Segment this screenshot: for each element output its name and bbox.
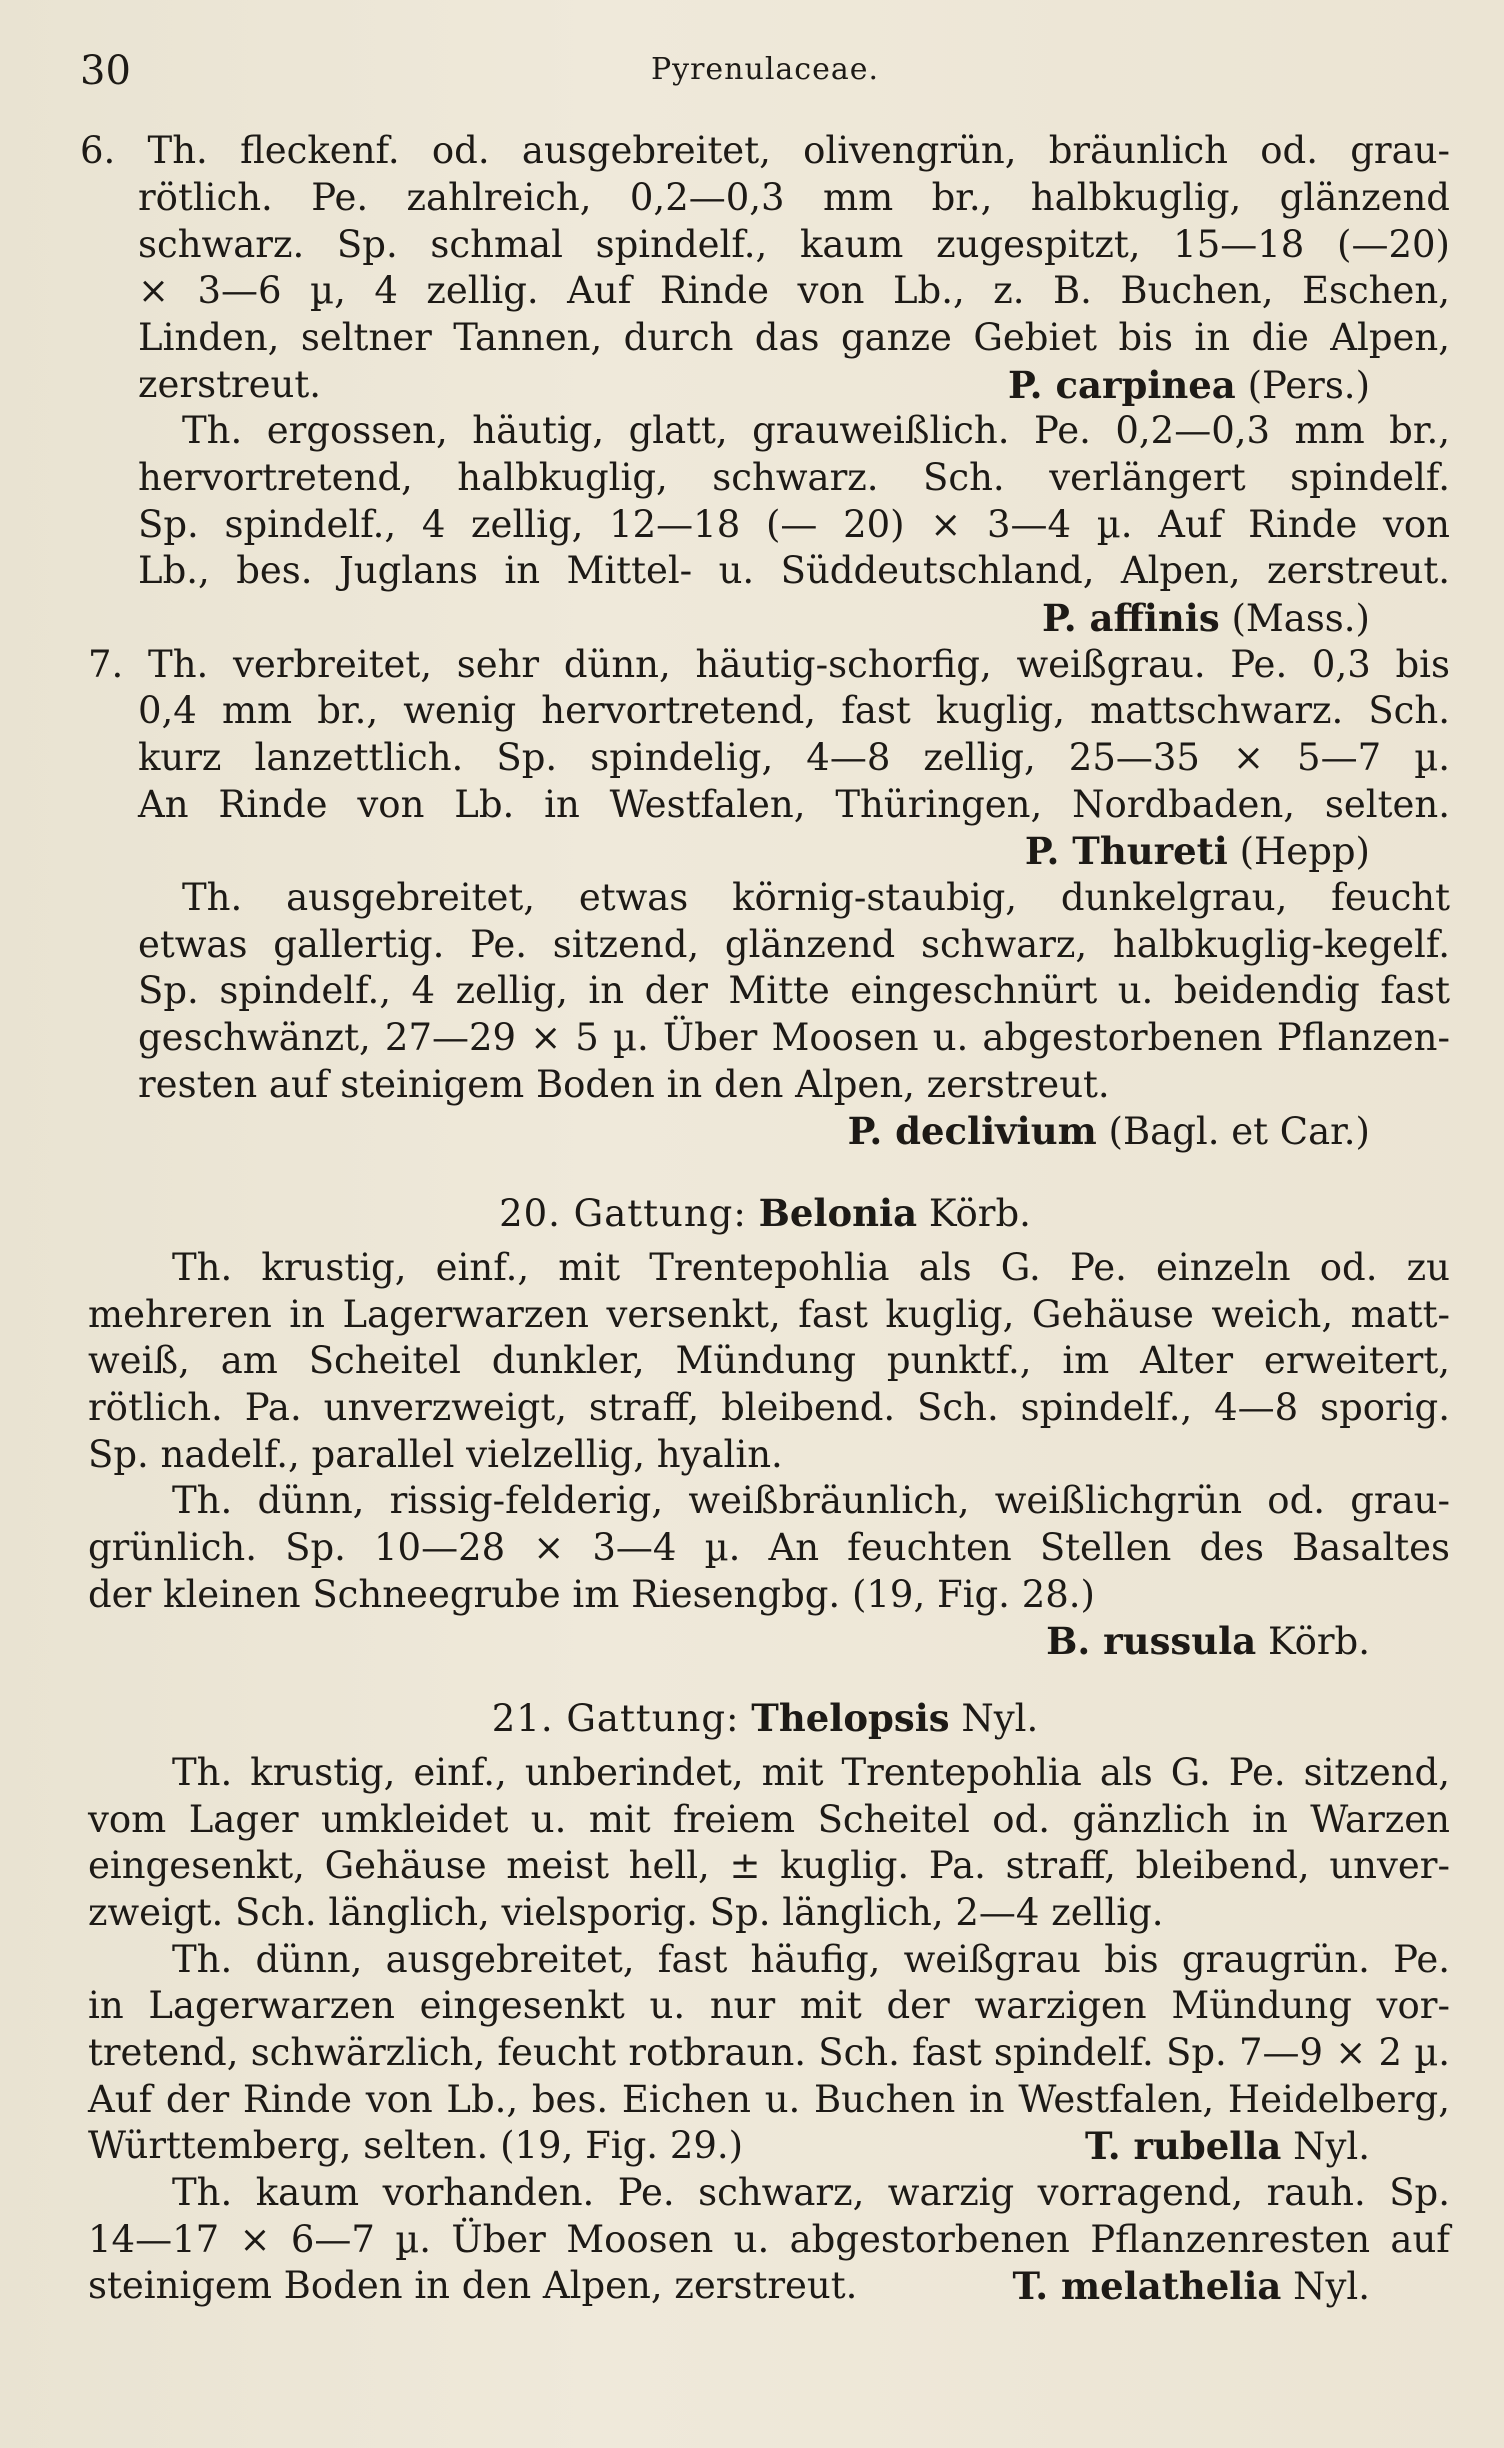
text-line: mehreren in Lagerwarzen versenkt, fast kuglig, Gehäuse weich, matt- bbox=[88, 1293, 1450, 1336]
text-line: 0,4 mm br., wenig hervortretend, fast kuglig, mattschwarz. Sch. bbox=[138, 689, 1450, 732]
species-name-line bbox=[800, 595, 1370, 641]
species-name: T. melathelia bbox=[1012, 2264, 1282, 2308]
text-line: × 3—6 µ, 4 zellig. Auf Rinde von Lb., z. B. Buchen, Eschen, bbox=[138, 269, 1450, 312]
genus-heading bbox=[80, 1695, 1450, 1741]
text-line: Lb., bes. Juglans in Mittel- u. Süddeutschland, Alpen, zerstreut. bbox=[138, 549, 1450, 592]
text-line: resten auf steinigem Boden in den Alpen, zerstreut. bbox=[138, 1063, 1110, 1106]
species-name: P. Thureti bbox=[1024, 829, 1228, 873]
text-line: hervortretend, halbkuglig, schwarz. Sch. verlängert spindelf. bbox=[138, 456, 1450, 499]
species-author: (Mass.) bbox=[1231, 597, 1370, 640]
text-line: tretend, schwärzlich, feucht rotbraun. Sch. fast spindelf. Sp. 7—9 × 2 µ. bbox=[88, 2031, 1450, 2074]
text-line: kurz lanzettlich. Sp. spindelig, 4—8 zellig, 25—35 × 5—7 µ. bbox=[138, 736, 1450, 779]
species-name-line bbox=[900, 2123, 1370, 2169]
species-author: (Hepp) bbox=[1239, 830, 1370, 873]
text-line: Auf der Rinde von Lb., bes. Eichen u. Buchen in Westfalen, Heidelberg, bbox=[88, 2078, 1450, 2121]
text-line: Th. krustig, einf., unberindet, mit Trentepohlia als G. Pe. sitzend, bbox=[172, 1751, 1450, 1794]
species-author: (Bagl. et Car.) bbox=[1108, 1110, 1370, 1153]
text-line: geschwänzt, 27—29 × 5 µ. Über Moosen u. abgestorbenen Pflanzen- bbox=[138, 1016, 1450, 1059]
species-author: Nyl. bbox=[1293, 2265, 1370, 2308]
species-name: P. affinis bbox=[1042, 596, 1220, 640]
text-line: 14—17 × 6—7 µ. Über Moosen u. abgestorbenen Pflanzenresten auf bbox=[88, 2218, 1450, 2261]
species-name: P. carpinea bbox=[1007, 363, 1236, 407]
text-line: Th. kaum vorhanden. Pe. schwarz, warzig vorragend, rauh. Sp. bbox=[172, 2171, 1450, 2214]
genus-heading-author: Nyl. bbox=[961, 1697, 1039, 1740]
text-line: 6. Th. fleckenf. od. ausgebreitet, olivengrün, bräunlich od. grau- bbox=[80, 129, 1450, 172]
page-number: 30 bbox=[80, 48, 131, 94]
page-header bbox=[80, 48, 1450, 98]
genus-heading bbox=[80, 1190, 1450, 1236]
genus-heading-prefix: 21. Gattung: bbox=[491, 1697, 740, 1740]
text-line: Th. ausgebreitet, etwas körnig-staubig, dunkelgrau, feucht bbox=[182, 876, 1450, 919]
text-line: Württemberg, selten. (19, Fig. 29.) bbox=[88, 2124, 744, 2167]
text-line: schwarz. Sp. schmal spindelf., kaum zugespitzt, 15—18 (—20) bbox=[138, 223, 1450, 266]
text-line: Th. ergossen, häutig, glatt, grauweißlich. Pe. 0,2—0,3 mm br., bbox=[182, 409, 1450, 452]
genus-heading-author: Körb. bbox=[928, 1192, 1031, 1235]
species-author: (Pers.) bbox=[1247, 364, 1370, 407]
species-name-line bbox=[900, 2263, 1370, 2309]
species-name: B. russula bbox=[1046, 1619, 1257, 1663]
text-line: steinigem Boden in den Alpen, zerstreut. bbox=[88, 2264, 858, 2307]
text-line: eingesenkt, Gehäuse meist hell, ± kuglig. Pa. straff, bleibend, unver- bbox=[88, 1844, 1450, 1887]
genus-heading-name: Belonia bbox=[758, 1191, 918, 1235]
text-line: Th. dünn, rissig-felderig, weißbräunlich, weißlichgrün od. grau- bbox=[172, 1479, 1450, 1522]
text-line: in Lagerwarzen eingesenkt u. nur mit der warzigen Mündung vor- bbox=[88, 1984, 1450, 2027]
text-line: zweigt. Sch. länglich, vielsporig. Sp. länglich, 2—4 zellig. bbox=[88, 1891, 1164, 1934]
species-author: Nyl. bbox=[1293, 2125, 1370, 2168]
text-line: rötlich. Pe. zahlreich, 0,2—0,3 mm br., halbkuglig, glänzend bbox=[138, 176, 1450, 219]
text-line: weiß, am Scheitel dunkler, Mündung punktf., im Alter erweitert, bbox=[88, 1339, 1450, 1382]
species-name: T. rubella bbox=[1084, 2124, 1282, 2168]
genus-heading-prefix: 20. Gattung: bbox=[499, 1192, 747, 1235]
species-name-line bbox=[800, 1618, 1370, 1664]
text-line: Th. krustig, einf., mit Trentepohlia als G. Pe. einzeln od. zu bbox=[172, 1246, 1450, 1289]
text-line: Th. dünn, ausgebreitet, fast häufig, weißgrau bis graugrün. Pe. bbox=[172, 1938, 1450, 1981]
text-line: An Rinde von Lb. in Westfalen, Thüringen, Nordbaden, selten. bbox=[138, 783, 1450, 826]
text-line: rötlich. Pa. unverzweigt, straff, bleibend. Sch. spindelf., 4—8 sporig. bbox=[88, 1386, 1450, 1429]
running-title: Pyrenulaceae. bbox=[650, 52, 880, 87]
text-line: Sp. nadelf., parallel vielzellig, hyalin. bbox=[88, 1433, 783, 1476]
species-name-line bbox=[800, 828, 1370, 874]
text-line: Sp. spindelf., 4 zellig, in der Mitte eingeschnürt u. beidendig fast bbox=[138, 969, 1450, 1012]
text-line: Sp. spindelf., 4 zellig, 12—18 (— 20) × 3—4 µ. Auf Rinde von bbox=[138, 503, 1450, 546]
species-name-line bbox=[800, 362, 1370, 408]
species-author: Körb. bbox=[1267, 1620, 1370, 1663]
text-line: zerstreut. bbox=[138, 363, 321, 406]
species-name: P. declivium bbox=[847, 1109, 1097, 1153]
text-line: 7. Th. verbreitet, sehr dünn, häutig-schorfig, weißgrau. Pe. 0,3 bis bbox=[88, 643, 1450, 686]
species-name-line bbox=[700, 1108, 1370, 1154]
text-line: der kleinen Schneegrube im Riesengbg. (19, Fig. 28.) bbox=[88, 1573, 1095, 1616]
genus-heading-name: Thelopsis bbox=[751, 1696, 950, 1740]
text-line: grünlich. Sp. 10—28 × 3—4 µ. An feuchten Stellen des Basaltes bbox=[88, 1526, 1450, 1569]
text-line: etwas gallertig. Pe. sitzend, glänzend schwarz, halbkuglig-kegelf. bbox=[138, 923, 1450, 966]
text-line: vom Lager umkleidet u. mit freiem Scheitel od. gänzlich in Warzen bbox=[88, 1798, 1450, 1841]
text-line: Linden, seltner Tannen, durch das ganze Gebiet bis in die Alpen, bbox=[138, 316, 1450, 359]
